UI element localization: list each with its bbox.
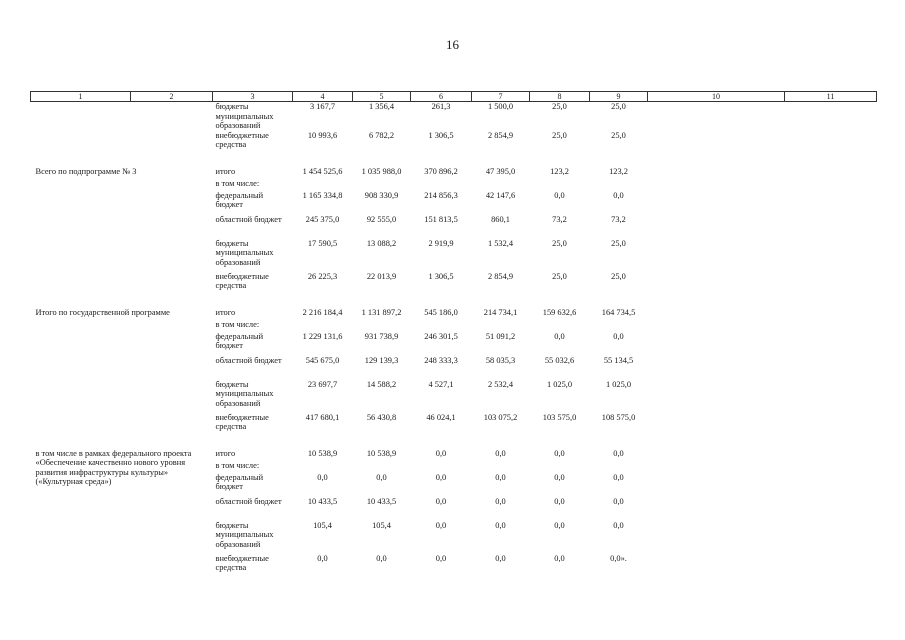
empty-cell-col-11	[785, 102, 877, 131]
empty-cell-col-11	[785, 521, 877, 554]
amount-cell-col-4	[293, 179, 353, 191]
column-number-2: 2	[131, 92, 213, 102]
amount-cell-col-6: 1 306,5	[428, 130, 454, 140]
amount-cell-col-6: 545 186,0	[424, 307, 458, 317]
section-label: Итого по государственной программе	[35, 307, 170, 317]
amount-cell-col-5: 10 433,5	[366, 496, 397, 506]
amount-cell-col-5: 13 088,2	[366, 238, 397, 248]
amount-cell-col-4	[293, 320, 353, 332]
amount-cell-col-7: 2 532,4	[487, 379, 514, 389]
empty-cell-col-10	[648, 356, 785, 380]
funding-source: областной бюджет	[215, 214, 282, 224]
amount-cell-col-8: 159 632,6	[542, 307, 577, 317]
funding-source: итого	[215, 166, 236, 176]
empty-cell-col-11	[785, 473, 877, 497]
table-row	[31, 449, 877, 461]
empty-cell-col-11	[785, 239, 877, 272]
empty-cell-col-11	[785, 554, 877, 578]
column-number-8: 8	[530, 92, 590, 102]
amount-cell-col-9: 0,0	[613, 520, 624, 530]
amount-cell-col-9: 123,2	[609, 166, 628, 176]
funding-source: внебюджетные средства	[215, 553, 269, 572]
amount-cell-col-5	[353, 320, 411, 332]
empty-cell-col-10	[648, 308, 785, 320]
amount-cell-col-8: 25,0	[552, 271, 567, 281]
amount-cell-col-6: 0,0	[435, 496, 447, 506]
amount-cell-col-4: 0,0	[317, 553, 328, 563]
amount-cell-col-9: 25,0	[611, 271, 626, 281]
empty-cell-col-10	[648, 449, 785, 461]
amount-cell-col-7: 1 532,4	[487, 238, 514, 248]
amount-cell-col-6	[411, 179, 472, 191]
amount-cell-col-6: 2 919,9	[428, 238, 454, 248]
amount-cell-col-6: 0,0	[435, 520, 447, 530]
funding-source: в том числе:	[215, 460, 260, 470]
amount-cell-col-8	[530, 179, 590, 191]
amount-cell-col-6: 261,3	[431, 102, 451, 111]
column-number-7: 7	[472, 92, 530, 102]
funding-source: федеральный бюджет	[215, 190, 264, 209]
funding-source: внебюджетные средства	[215, 412, 269, 431]
amount-cell-col-7	[472, 320, 530, 332]
amount-cell-col-5: 0,0	[376, 553, 387, 563]
empty-cell-col-11	[785, 131, 877, 155]
budget-table	[30, 91, 877, 578]
empty-cell-col-10	[648, 332, 785, 356]
funding-source: федеральный бюджет	[215, 472, 264, 491]
amount-cell-col-5: 0,0	[376, 472, 387, 482]
funding-source: бюджеты муниципальных образований	[215, 520, 274, 549]
amount-cell-col-4: 26 225,3	[307, 271, 338, 281]
spacer-cell	[31, 155, 877, 167]
amount-cell-col-4: 10 993,6	[307, 130, 338, 140]
table-row	[31, 308, 877, 320]
column-number-9: 9	[590, 92, 648, 102]
column-number-4: 4	[293, 92, 353, 102]
empty-cell-col-10	[648, 272, 785, 296]
amount-cell-col-6: 151 813,5	[424, 214, 458, 224]
empty-cell-col-11	[785, 167, 877, 179]
funding-source: бюджеты муниципальных образований	[215, 102, 274, 130]
amount-cell-col-8: 0,0	[554, 472, 565, 482]
funding-source: внебюджетные средства	[215, 130, 269, 149]
amount-cell-col-4: 23 697,7	[307, 379, 338, 389]
amount-cell-col-6: 1 306,5	[428, 271, 454, 281]
empty-cell-col-10	[648, 102, 785, 131]
amount-cell-col-9: 73,2	[611, 214, 626, 224]
amount-cell-col-7	[472, 179, 530, 191]
amount-cell-col-5	[353, 179, 411, 191]
table-row	[31, 102, 877, 131]
funding-source: внебюджетные средства	[215, 271, 269, 290]
amount-cell-col-8: 25,0	[552, 130, 567, 140]
amount-cell-col-9	[590, 461, 648, 473]
amount-cell-col-7: 214 734,1	[483, 307, 518, 317]
empty-cell-col-10	[648, 167, 785, 179]
amount-cell-col-4: 1 229 131,6	[302, 331, 343, 341]
empty-cell-col-11	[785, 191, 877, 215]
empty-cell-col-10	[648, 521, 785, 554]
amount-cell-col-6: 4 527,1	[428, 379, 454, 389]
section-label: Всего по подпрограмме № 3	[35, 166, 137, 176]
section-label: в том числе в рамках федерального проекта «Обеспечение качественно нового уровня развития инфраструктуры культуры» («Культурная среда»)	[35, 448, 192, 486]
amount-cell-col-5: 92 555,0	[366, 214, 397, 224]
amount-cell-col-5: 908 330,9	[364, 190, 399, 200]
amount-cell-col-4: 1 454 525,6	[302, 166, 343, 176]
empty-cell-col-11	[785, 497, 877, 521]
empty-cell-col-11	[785, 413, 877, 437]
amount-cell-col-5: 1 131 897,2	[361, 307, 402, 317]
amount-cell-col-5: 1 035 988,0	[361, 166, 402, 176]
amount-cell-col-6: 370 896,2	[424, 166, 458, 176]
amount-cell-col-8: 1 025,0	[546, 379, 573, 389]
empty-cell-col-11	[785, 332, 877, 356]
section-spacer	[31, 155, 877, 167]
amount-cell-col-9	[590, 179, 648, 191]
amount-cell-col-7: 0,0	[495, 553, 506, 563]
column-number-11: 11	[785, 92, 877, 102]
empty-cell-col-11	[785, 272, 877, 296]
amount-cell-col-7	[472, 461, 530, 473]
funding-source: в том числе:	[215, 178, 260, 188]
amount-cell-col-9: 25,0	[611, 130, 626, 140]
column-number-3: 3	[213, 92, 293, 102]
section-label	[31, 102, 213, 155]
amount-cell-col-6: 214 856,3	[424, 190, 458, 200]
empty-cell-col-10	[648, 554, 785, 578]
amount-cell-col-8	[530, 320, 590, 332]
amount-cell-col-7: 0,0	[495, 472, 506, 482]
amount-cell-col-5: 6 782,2	[368, 130, 395, 140]
empty-cell-col-11	[785, 380, 877, 413]
amount-cell-col-4: 2 216 184,4	[302, 307, 343, 317]
amount-cell-col-8: 0,0	[554, 520, 565, 530]
empty-cell-col-10	[648, 191, 785, 215]
amount-cell-col-7: 0,0	[495, 520, 506, 530]
empty-cell-col-11	[785, 215, 877, 239]
amount-cell-col-8: 0,0	[554, 448, 565, 458]
section-spacer	[31, 296, 877, 308]
amount-cell-col-9: 0,0».	[610, 553, 627, 563]
amount-cell-col-7: 0,0	[495, 496, 506, 506]
column-number-10: 10	[648, 92, 785, 102]
empty-cell-col-10	[648, 179, 785, 191]
amount-cell-col-7: 51 091,2	[485, 331, 516, 341]
amount-cell-col-4: 10 538,9	[307, 448, 338, 458]
amount-cell-col-9: 55 134,5	[603, 355, 634, 365]
amount-cell-col-7: 42 147,6	[485, 190, 516, 200]
empty-cell-col-11	[785, 356, 877, 380]
spacer-cell	[31, 437, 877, 449]
amount-cell-col-4: 10 433,5	[307, 496, 338, 506]
amount-cell-col-5: 14 588,2	[366, 379, 397, 389]
amount-cell-col-7: 47 395,0	[485, 166, 516, 176]
amount-cell-col-9: 0,0	[613, 472, 624, 482]
amount-cell-col-8: 0,0	[554, 331, 565, 341]
empty-cell-col-10	[648, 413, 785, 437]
amount-cell-col-8: 25,0	[552, 102, 567, 111]
table-row	[31, 167, 877, 179]
amount-cell-col-8: 0,0	[554, 190, 565, 200]
amount-cell-col-9: 25,0	[611, 102, 626, 111]
amount-cell-col-6	[411, 461, 472, 473]
funding-source: итого	[215, 307, 236, 317]
amount-cell-col-8: 73,2	[552, 214, 567, 224]
page-number: 16	[446, 37, 459, 52]
amount-cell-col-6: 0,0	[435, 553, 447, 563]
amount-cell-col-5: 1 356,4	[368, 102, 395, 111]
empty-cell-col-10	[648, 473, 785, 497]
empty-cell-col-10	[648, 497, 785, 521]
amount-cell-col-6	[411, 320, 472, 332]
amount-cell-col-4: 245 375,0	[305, 214, 340, 224]
amount-cell-col-9: 0,0	[613, 496, 624, 506]
amount-cell-col-9: 164 734,5	[601, 307, 636, 317]
amount-cell-col-8	[530, 461, 590, 473]
column-number-1: 1	[31, 92, 131, 102]
amount-cell-col-5: 105,4	[372, 520, 391, 530]
funding-source: бюджеты муниципальных образований	[215, 238, 274, 267]
amount-cell-col-4: 417 680,1	[305, 412, 340, 422]
spacer-cell	[31, 296, 877, 308]
empty-cell-col-11	[785, 449, 877, 461]
amount-cell-col-7: 2 854,9	[487, 271, 514, 281]
amount-cell-col-9: 0,0	[613, 448, 624, 458]
empty-cell-col-10	[648, 380, 785, 413]
amount-cell-col-7: 58 035,3	[485, 355, 516, 365]
amount-cell-col-8: 0,0	[554, 553, 565, 563]
amount-cell-col-5	[353, 461, 411, 473]
amount-cell-col-6: 248 333,3	[424, 355, 458, 365]
funding-source: бюджеты муниципальных образований	[215, 379, 274, 408]
amount-cell-col-5: 56 430,8	[366, 412, 397, 422]
column-number-6: 6	[411, 92, 472, 102]
amount-cell-col-7: 103 075,2	[483, 412, 518, 422]
amount-cell-col-8: 25,0	[552, 238, 567, 248]
amount-cell-col-4: 0,0	[317, 472, 328, 482]
empty-cell-col-10	[648, 131, 785, 155]
budget-table-body	[31, 102, 877, 578]
empty-cell-col-11	[785, 308, 877, 320]
section-spacer	[31, 437, 877, 449]
amount-cell-col-6: 0,0	[435, 472, 447, 482]
column-number-header	[31, 92, 877, 102]
amount-cell-col-9: 0,0	[613, 331, 624, 341]
amount-cell-col-9: 0,0	[613, 190, 624, 200]
amount-cell-col-9: 25,0	[611, 238, 626, 248]
funding-source: областной бюджет	[215, 496, 282, 506]
amount-cell-col-6: 0,0	[435, 448, 447, 458]
empty-cell-col-10	[648, 320, 785, 332]
column-number-5: 5	[353, 92, 411, 102]
amount-cell-col-5: 129 139,3	[364, 355, 399, 365]
empty-cell-col-10	[648, 215, 785, 239]
funding-source: областной бюджет	[215, 355, 282, 365]
amount-cell-col-8: 55 032,6	[544, 355, 575, 365]
amount-cell-col-7: 0,0	[495, 448, 506, 458]
empty-cell-col-10	[648, 461, 785, 473]
amount-cell-col-9	[590, 320, 648, 332]
amount-cell-col-5: 22 013,9	[366, 271, 397, 281]
amount-cell-col-8: 103 575,0	[542, 412, 577, 422]
amount-cell-col-7: 1 500,0	[487, 102, 514, 111]
amount-cell-col-8: 123,2	[550, 166, 569, 176]
amount-cell-col-5: 931 738,9	[364, 331, 399, 341]
amount-cell-col-7: 2 854,9	[487, 130, 514, 140]
amount-cell-col-4: 3 167,7	[309, 102, 336, 111]
funding-source: федеральный бюджет	[215, 331, 264, 350]
empty-cell-col-11	[785, 320, 877, 332]
funding-source: в том числе:	[215, 319, 260, 329]
amount-cell-col-9: 108 575,0	[601, 412, 636, 422]
amount-cell-col-4	[293, 461, 353, 473]
amount-cell-col-9: 1 025,0	[605, 379, 632, 389]
amount-cell-col-7: 860,1	[491, 214, 510, 224]
amount-cell-col-4: 545 675,0	[305, 355, 340, 365]
empty-cell-col-11	[785, 461, 877, 473]
amount-cell-col-4: 105,4	[313, 520, 332, 530]
amount-cell-col-6: 246 301,5	[424, 331, 458, 341]
amount-cell-col-6: 46 024,1	[426, 412, 456, 422]
amount-cell-col-8: 0,0	[554, 496, 565, 506]
amount-cell-col-4: 1 165 334,8	[302, 190, 343, 200]
empty-cell-col-11	[785, 179, 877, 191]
empty-cell-col-10	[648, 239, 785, 272]
funding-source: итого	[215, 448, 236, 458]
amount-cell-col-4: 17 590,5	[307, 238, 338, 248]
amount-cell-col-5: 10 538,9	[366, 448, 397, 458]
